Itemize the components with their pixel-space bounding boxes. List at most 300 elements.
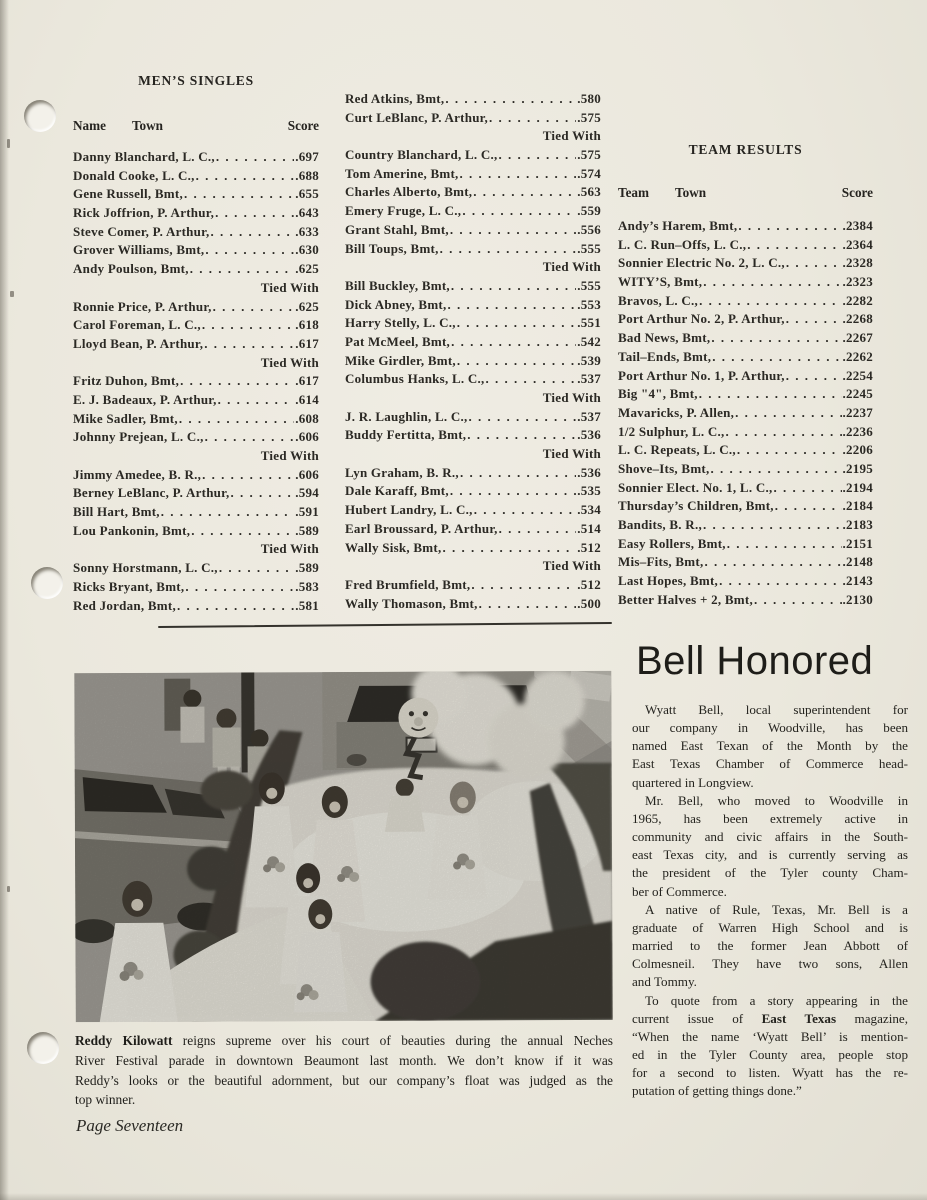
dot-leader	[462, 202, 576, 221]
entry-name: Tail–Ends, Bmt,	[618, 348, 712, 364]
entry-score: . 512	[577, 576, 601, 595]
entry-name: Dick Abney, Bmt,	[345, 296, 447, 312]
text-line: quartered in Longview.	[632, 774, 754, 790]
dot-leader	[738, 217, 841, 236]
entry-name: Harry Stelly, L. C.,	[345, 315, 456, 331]
score-row	[73, 372, 319, 391]
entry-name: Mike Sadler, Bmt,	[73, 410, 178, 426]
text-line: Reddy’s looks or the beautiful adornment, but our company’s float was judged as the	[75, 1072, 613, 1088]
dot-leader	[219, 559, 294, 578]
dot-leader	[727, 535, 842, 554]
tied-with-label: Tied With	[260, 541, 319, 557]
score-row	[345, 501, 601, 520]
entry-name: Lou Pankonin, Bmt,	[73, 522, 191, 538]
text-line: putation of getting things done.”	[632, 1083, 802, 1099]
text-line: East Texas Chamber of Commerce head-	[632, 756, 908, 772]
score-row	[345, 183, 601, 202]
entry-score: . 589	[295, 559, 319, 578]
entry-score: . 583	[295, 578, 319, 597]
tied-with-label: Tied With	[542, 446, 601, 462]
entry-name: Johnny Prejean, L. C.,	[73, 429, 204, 445]
mens-singles-middle-rows	[345, 90, 601, 613]
score-row	[73, 335, 319, 354]
dot-leader	[213, 298, 295, 317]
article-body	[632, 701, 908, 1100]
entry-score: . 617	[295, 335, 319, 354]
dot-leader	[471, 576, 576, 595]
entry-name: Dale Karaff, Bmt,	[345, 483, 449, 499]
text-line: Mr. Bell, who moved to Woodville in	[645, 792, 908, 808]
punch-hole-bottom	[27, 1032, 59, 1064]
score-row	[618, 497, 873, 516]
mens-singles-middle-column	[345, 90, 601, 613]
score-row	[345, 109, 601, 128]
tied-with-label: Tied With	[542, 390, 601, 405]
dot-leader	[450, 482, 576, 501]
entry-name: E. J. Badeaux, P. Arthur,	[73, 391, 217, 407]
dot-leader	[703, 273, 841, 292]
entry-name: Thursday’s Children, Bmt,	[618, 498, 774, 514]
entry-name: Sonnier Elect. No. 1, L. C.,	[618, 479, 773, 495]
dot-leader	[469, 408, 577, 427]
entry-score: . 2245	[843, 385, 874, 404]
score-row	[73, 428, 319, 447]
entry-name: WITY’S, Bmt,	[618, 274, 703, 290]
entry-name: 1/2 Sulphur, L. C.,	[618, 423, 725, 439]
mens-singles-left-column	[73, 73, 319, 615]
entry-score: . 563	[577, 183, 601, 202]
dot-leader	[737, 441, 842, 460]
score-row	[618, 572, 873, 591]
dot-leader	[699, 385, 842, 404]
dot-leader	[460, 464, 576, 483]
entry-name: Donald Cooke, L. C.,	[73, 167, 195, 183]
dot-leader	[205, 428, 295, 447]
entry-name: L. C. Run–Offs, L. C.,	[618, 236, 747, 252]
dot-leader	[451, 333, 576, 352]
entry-score: . 2194	[843, 479, 874, 498]
entry-score: . 2262	[843, 348, 874, 367]
entry-name: Emery Fruge, L. C.,	[345, 203, 462, 219]
tied-with-row	[73, 540, 319, 559]
score-row	[345, 352, 601, 371]
entry-name: Grover Williams, Bmt,	[73, 242, 205, 258]
dot-leader	[726, 423, 842, 442]
entry-score: . 617	[295, 372, 319, 391]
entry-name: Better Halves + 2, Bmt,	[618, 591, 753, 607]
entry-score: . 2328	[843, 254, 874, 273]
entry-name: Carol Foreman, L. C.,	[73, 317, 201, 333]
score-row	[618, 236, 873, 255]
entry-name: Steve Comer, P. Arthur,	[73, 223, 210, 239]
entry-name: Wally Thomason, Bmt,	[345, 595, 478, 611]
text-line: married to the former Jean Abbott of	[632, 938, 908, 954]
text-line: To quote from a story appearing in the	[645, 992, 908, 1008]
entry-score: . 606	[295, 428, 319, 447]
score-row	[618, 385, 873, 404]
dot-leader	[699, 292, 841, 311]
entry-score: . 625	[295, 260, 319, 279]
entry-score: . 2130	[843, 591, 874, 610]
score-row	[618, 310, 873, 329]
dot-leader	[786, 254, 842, 273]
entry-name: Mike Girdler, Bmt,	[345, 352, 456, 368]
score-row	[618, 367, 873, 386]
tied-with-row	[73, 354, 319, 373]
score-row	[73, 410, 319, 429]
entry-name: Port Arthur No. 2, P. Arthur,	[618, 311, 785, 327]
score-row	[345, 482, 601, 501]
entry-name: Fritz Duhon, Bmt,	[73, 373, 180, 389]
photo-caption	[75, 1031, 613, 1110]
entry-score: . 2282	[843, 292, 874, 311]
entry-name: Big "4", Bmt,	[618, 386, 698, 402]
entry-name: Sonnier Electric No. 2, L. C.,	[618, 255, 785, 271]
header-score: Score	[287, 118, 319, 133]
tied-with-label: Tied With	[260, 279, 319, 295]
dot-leader	[179, 410, 294, 429]
entry-score: . 2236	[843, 423, 874, 442]
dot-leader	[450, 221, 576, 240]
entry-name: Gene Russell, Bmt,	[73, 186, 183, 202]
dot-leader	[786, 310, 842, 329]
entry-score: . 2323	[843, 273, 874, 292]
mens-singles-title: MEN’S SINGLES	[138, 73, 254, 88]
dot-leader	[703, 516, 842, 535]
mens-singles-header	[73, 118, 319, 134]
dot-leader	[735, 404, 841, 423]
score-row	[345, 426, 601, 445]
header-name: Name	[73, 118, 106, 133]
entry-score: . 535	[577, 482, 601, 501]
entry-name: Sonny Horstmann, L. C.,	[73, 560, 218, 576]
entry-score: . 559	[577, 202, 601, 221]
entry-name: Buddy Fertitta, Bmt,	[345, 427, 467, 443]
entry-name: J. R. Laughlin, L. C.,	[345, 408, 468, 424]
tied-with-label: Tied With	[260, 448, 319, 463]
score-row	[618, 423, 873, 442]
tied-with-row	[345, 445, 601, 464]
dot-leader	[499, 146, 577, 165]
text-line: River Festival parade in downtown Beaumont last month. We don’t know if it was	[75, 1052, 613, 1068]
text-line: current issue of East Texas magazine,	[632, 1010, 908, 1026]
entry-score: . 580	[577, 90, 601, 109]
score-row	[345, 90, 601, 109]
dot-leader	[442, 539, 576, 558]
score-row	[73, 484, 319, 503]
dot-leader	[191, 522, 294, 541]
team-results-rows	[618, 217, 873, 609]
entry-score: . 536	[577, 426, 601, 445]
scan-edge-shadow	[0, 0, 9, 1200]
dot-leader	[215, 204, 294, 223]
entry-name: Danny Blanchard, L. C.,	[73, 149, 215, 164]
entry-name: L. C. Repeats, L. C.,	[618, 442, 736, 458]
entry-score: . 555	[577, 277, 601, 296]
score-row	[345, 202, 601, 221]
tied-with-label: Tied With	[260, 354, 319, 370]
score-row	[618, 273, 873, 292]
entry-score: . 556	[577, 221, 601, 240]
entry-name: Ricks Bryant, Bmt,	[73, 578, 185, 594]
dot-leader	[202, 316, 294, 335]
text-line: “When the name ‘Wyatt Bell’ is mention-	[632, 1028, 908, 1044]
entry-score: . 537	[577, 370, 601, 389]
entry-score: . 594	[295, 484, 319, 503]
score-row	[618, 254, 873, 273]
entry-name: Berney LeBlanc, P. Arthur,	[73, 485, 230, 501]
score-row	[345, 539, 601, 558]
entry-score: . 536	[577, 464, 601, 483]
score-row	[618, 292, 873, 311]
text-line: ed in the Tyler County area, people stop	[632, 1046, 908, 1062]
mens-singles-left-rows	[73, 148, 319, 615]
header-town: Town	[131, 118, 164, 133]
score-row	[73, 559, 319, 578]
entry-score: . 2195	[843, 460, 874, 479]
dot-leader	[479, 595, 577, 614]
score-row	[618, 404, 873, 423]
entry-score: . 614	[295, 391, 319, 410]
dot-leader	[177, 597, 294, 616]
entry-score: . 618	[295, 316, 319, 335]
score-row	[345, 277, 601, 296]
score-row	[345, 221, 601, 240]
score-row	[73, 597, 319, 616]
dot-leader	[773, 479, 841, 498]
score-row	[73, 223, 319, 242]
score-row	[345, 576, 601, 595]
entry-score: . 2268	[843, 310, 874, 329]
entry-score: . 608	[295, 410, 319, 429]
score-row	[345, 464, 601, 483]
dot-leader	[712, 348, 841, 367]
text-line: Wyatt Bell, local superintendent for	[645, 702, 908, 717]
dot-leader	[457, 314, 576, 333]
score-row	[618, 516, 873, 535]
dot-leader	[218, 391, 295, 410]
score-row	[345, 370, 601, 389]
text-line: 1965, has been extremely active in	[632, 810, 908, 826]
dot-leader	[231, 484, 295, 503]
entry-score: . 553	[577, 296, 601, 315]
entry-name: Red Jordan, Bmt,	[73, 597, 176, 613]
entry-score: . 537	[577, 408, 601, 427]
parade-float-photo	[74, 671, 613, 1022]
entry-name: Last Hopes, Bmt,	[618, 573, 719, 589]
entry-score: . 2384	[843, 217, 874, 236]
tied-with-row	[345, 389, 601, 408]
text-line: for a second to listen. Wyatt has the re-	[632, 1065, 908, 1081]
score-row	[618, 535, 873, 554]
dot-leader	[184, 185, 294, 204]
text-line: and Tommy.	[632, 974, 697, 990]
entry-score: . 688	[295, 167, 319, 186]
score-row	[618, 479, 873, 498]
entry-name: Mavaricks, P. Allen,	[618, 404, 735, 420]
text-line: the president of the Tyler county Cham-	[632, 865, 908, 881]
tied-with-row	[73, 447, 319, 466]
dot-leader	[747, 236, 841, 255]
dot-leader	[711, 460, 842, 479]
tied-with-row	[345, 258, 601, 277]
score-row	[73, 167, 319, 186]
dot-leader	[704, 553, 841, 572]
dot-leader	[210, 223, 294, 242]
text-line: community and civic affairs in the South-	[632, 829, 908, 845]
entry-name: Lloyd Bean, P. Arthur,	[73, 335, 204, 351]
score-row	[73, 260, 319, 279]
score-row	[618, 348, 873, 367]
entry-score: . 575	[577, 109, 601, 128]
score-row	[345, 520, 601, 539]
entry-name: Earl Broussard, P. Arthur,	[345, 520, 498, 536]
score-row	[345, 165, 601, 184]
entry-name: Curt LeBlanc, P. Arthur,	[345, 109, 488, 125]
page-number: Page Seventeen	[76, 1116, 184, 1135]
entry-name: Grant Stahl, Bmt,	[345, 221, 449, 237]
score-row	[618, 441, 873, 460]
score-row	[345, 296, 601, 315]
score-row	[73, 298, 319, 317]
text-line: named East Texan of the Month by the	[632, 738, 908, 754]
entry-score: . 574	[577, 165, 601, 184]
dot-leader	[216, 148, 294, 167]
header-town: Town	[675, 185, 707, 200]
film-grain-overlay	[74, 671, 613, 1022]
dot-leader	[486, 370, 577, 389]
entry-score: . 581	[295, 597, 319, 616]
team-results-column	[618, 142, 873, 609]
text-line: our company in Woodville, has been	[632, 720, 908, 736]
dot-leader	[786, 367, 842, 386]
text-line: ber of Commerce.	[632, 883, 727, 899]
entry-score: . 539	[577, 352, 601, 371]
entry-score: . 2364	[843, 236, 874, 255]
entry-name: Hubert Landry, L. C.,	[345, 502, 473, 518]
entry-score: . 606	[295, 466, 319, 485]
score-row	[618, 217, 873, 236]
text-line: east Texas city, and is currently serving as	[632, 847, 908, 863]
article-title: Bell Honored	[636, 639, 874, 683]
entry-score: . 591	[295, 503, 319, 522]
entry-name: Bill Hart, Bmt,	[73, 504, 160, 520]
text-line: Colmesneil. They have two sons, Allen	[632, 956, 908, 972]
entry-score: . 2151	[843, 535, 874, 554]
entry-score: . 2267	[843, 329, 874, 348]
entry-name: Bravos, L. C.,	[618, 292, 699, 308]
entry-score: . 2183	[843, 516, 874, 535]
dot-leader	[448, 296, 577, 315]
dot-leader	[204, 335, 294, 354]
score-row	[345, 408, 601, 427]
tied-with-row	[345, 127, 601, 146]
section-divider-rule	[158, 622, 612, 628]
score-row	[73, 578, 319, 597]
entry-name: Port Arthur No. 1, P. Arthur,	[618, 367, 785, 383]
entry-score: . 630	[295, 241, 319, 260]
entry-score: . 589	[295, 522, 319, 541]
header-team: Team	[618, 185, 650, 200]
entry-score: . 655	[295, 185, 319, 204]
dot-leader	[460, 165, 577, 184]
entry-score: . 643	[295, 204, 319, 223]
score-row	[345, 146, 601, 165]
dot-leader	[457, 352, 576, 371]
score-row	[73, 503, 319, 522]
dot-leader	[445, 90, 576, 109]
entry-score: . 633	[295, 223, 319, 242]
scan-speck	[7, 886, 10, 892]
score-row	[73, 204, 319, 223]
team-results-title: TEAM RESULTS	[688, 142, 803, 157]
score-row	[345, 333, 601, 352]
score-row	[73, 316, 319, 335]
score-row	[73, 241, 319, 260]
dot-leader	[440, 240, 577, 259]
entry-score: . 534	[577, 501, 601, 520]
score-row	[345, 240, 601, 259]
punch-hole-middle	[31, 567, 63, 599]
entry-score: . 697	[295, 148, 319, 167]
dot-leader	[185, 578, 294, 597]
scan-speck	[7, 139, 10, 148]
score-row	[73, 148, 319, 167]
entry-score: . 2206	[843, 441, 874, 460]
entry-name: Mis–Fits, Bmt,	[618, 554, 704, 570]
dot-leader	[489, 109, 576, 128]
score-row	[73, 466, 319, 485]
team-results-header	[618, 185, 873, 201]
dot-leader	[196, 167, 295, 186]
entry-name: Tom Amerine, Bmt,	[345, 165, 459, 181]
text-line: Reddy Kilowatt reigns supreme over his court of beauties during the annual Neches	[75, 1033, 614, 1048]
dot-leader	[190, 260, 295, 279]
tied-with-label: Tied With	[542, 558, 601, 574]
dot-leader	[754, 591, 842, 610]
tied-with-label: Tied With	[542, 128, 601, 144]
score-row	[73, 391, 319, 410]
entry-name: Shove–Its, Bmt,	[618, 460, 710, 476]
entry-score: . 2143	[843, 572, 874, 591]
dot-leader	[474, 501, 577, 520]
dot-leader	[473, 183, 576, 202]
entry-score: . 625	[295, 298, 319, 317]
entry-score: . 551	[577, 314, 601, 333]
dot-leader	[202, 466, 294, 485]
dot-leader	[161, 503, 294, 522]
dot-leader	[775, 497, 842, 516]
scan-edge-shadow-bottom	[0, 1193, 927, 1200]
dot-leader	[451, 277, 576, 296]
score-row	[73, 522, 319, 541]
entry-name: Jimmy Amedee, B. R.,	[73, 466, 202, 482]
tied-with-label: Tied With	[542, 259, 601, 275]
entry-score: . 2237	[843, 404, 874, 423]
tied-with-row	[73, 279, 319, 298]
score-row	[618, 553, 873, 572]
entry-score: . 512	[577, 539, 601, 558]
entry-score: . 500	[577, 595, 601, 614]
dot-leader	[499, 520, 577, 539]
entry-name: Lyn Graham, B. R.,	[345, 464, 459, 480]
entry-name: Charles Alberto, Bmt,	[345, 184, 473, 200]
entry-name: Bandits, B. R.,	[618, 517, 702, 532]
text-line: graduate of Warren High School and is	[632, 919, 908, 935]
parade-float-illustration	[74, 671, 613, 1022]
entry-name: Columbus Hanks, L. C.,	[345, 371, 485, 387]
tied-with-row	[345, 557, 601, 576]
